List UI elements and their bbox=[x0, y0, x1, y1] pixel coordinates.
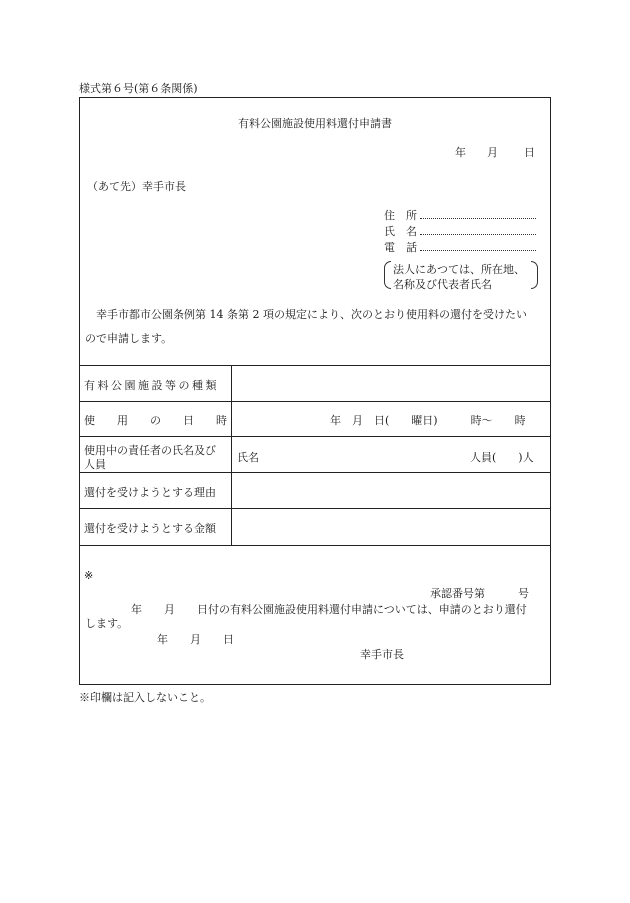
name-label: 氏 名 bbox=[384, 225, 417, 238]
date-month: 月 bbox=[487, 146, 498, 159]
amount-field[interactable] bbox=[232, 509, 550, 544]
mayor-signature: 幸手市長 bbox=[360, 648, 404, 661]
phone-line[interactable] bbox=[420, 250, 536, 251]
phone-label: 電 話 bbox=[384, 241, 417, 254]
footnote: ※印欄は記入しないこと。 bbox=[79, 691, 211, 704]
facility-type-field[interactable] bbox=[232, 366, 550, 400]
date-year: 年 bbox=[455, 146, 466, 159]
date-day: 日 bbox=[524, 146, 535, 159]
reason-field[interactable] bbox=[232, 473, 550, 507]
responsible-label-line2: 人員 bbox=[84, 458, 106, 471]
approval-number: 承認番号第 号 bbox=[430, 587, 529, 600]
form-title: 有料公園施設使用料還付申請書 bbox=[238, 117, 392, 130]
decision-line1: 年 月 日付の有料公園施設使用料還付申請については、申請のとおり還付 bbox=[131, 603, 527, 616]
official-use-mark: ※ bbox=[84, 569, 94, 582]
responsible-people[interactable]: 人員( )人 bbox=[470, 451, 534, 464]
body-text-line1: 幸手市都市公園条例第 14 条第 2 項の規定により、次のとおり使用料の還付を受けたい bbox=[96, 308, 527, 321]
decision-date: 年 月 日 bbox=[157, 633, 234, 646]
corp-note-line2: 名称及び代表者氏名 bbox=[393, 278, 492, 291]
corp-note-line1: 法人にあつては、所在地、 bbox=[393, 263, 525, 276]
table-line-row2 bbox=[79, 436, 551, 437]
responsible-label-line1: 使用中の責任者の氏名及び bbox=[84, 444, 216, 457]
facility-type-label: 有料公園施設等の種類 bbox=[84, 379, 219, 392]
addressee: （あて先）幸手市長 bbox=[87, 180, 186, 193]
form-number: 様式第６号(第６条関係) bbox=[79, 82, 198, 95]
datetime-value[interactable]: 年 月 日( 曜日) 時～ 時 bbox=[330, 414, 526, 427]
decision-line2: します。 bbox=[85, 617, 129, 630]
corp-note-right-bracket bbox=[531, 261, 538, 289]
name-line[interactable] bbox=[420, 234, 536, 235]
address-label: 住 所 bbox=[384, 209, 417, 222]
responsible-name[interactable]: 氏名 bbox=[237, 451, 259, 464]
body-text-line2: ので申請します。 bbox=[85, 332, 173, 345]
table-line-bottom bbox=[79, 545, 551, 546]
amount-label: 還付を受けようとする金額 bbox=[84, 522, 216, 535]
table-line-row1 bbox=[79, 401, 551, 402]
address-line[interactable] bbox=[420, 218, 536, 219]
datetime-label: 使 用 の 日 時 bbox=[84, 414, 227, 427]
reason-label: 還付を受けようとする理由 bbox=[84, 486, 216, 499]
corp-note-left-bracket bbox=[384, 261, 391, 289]
